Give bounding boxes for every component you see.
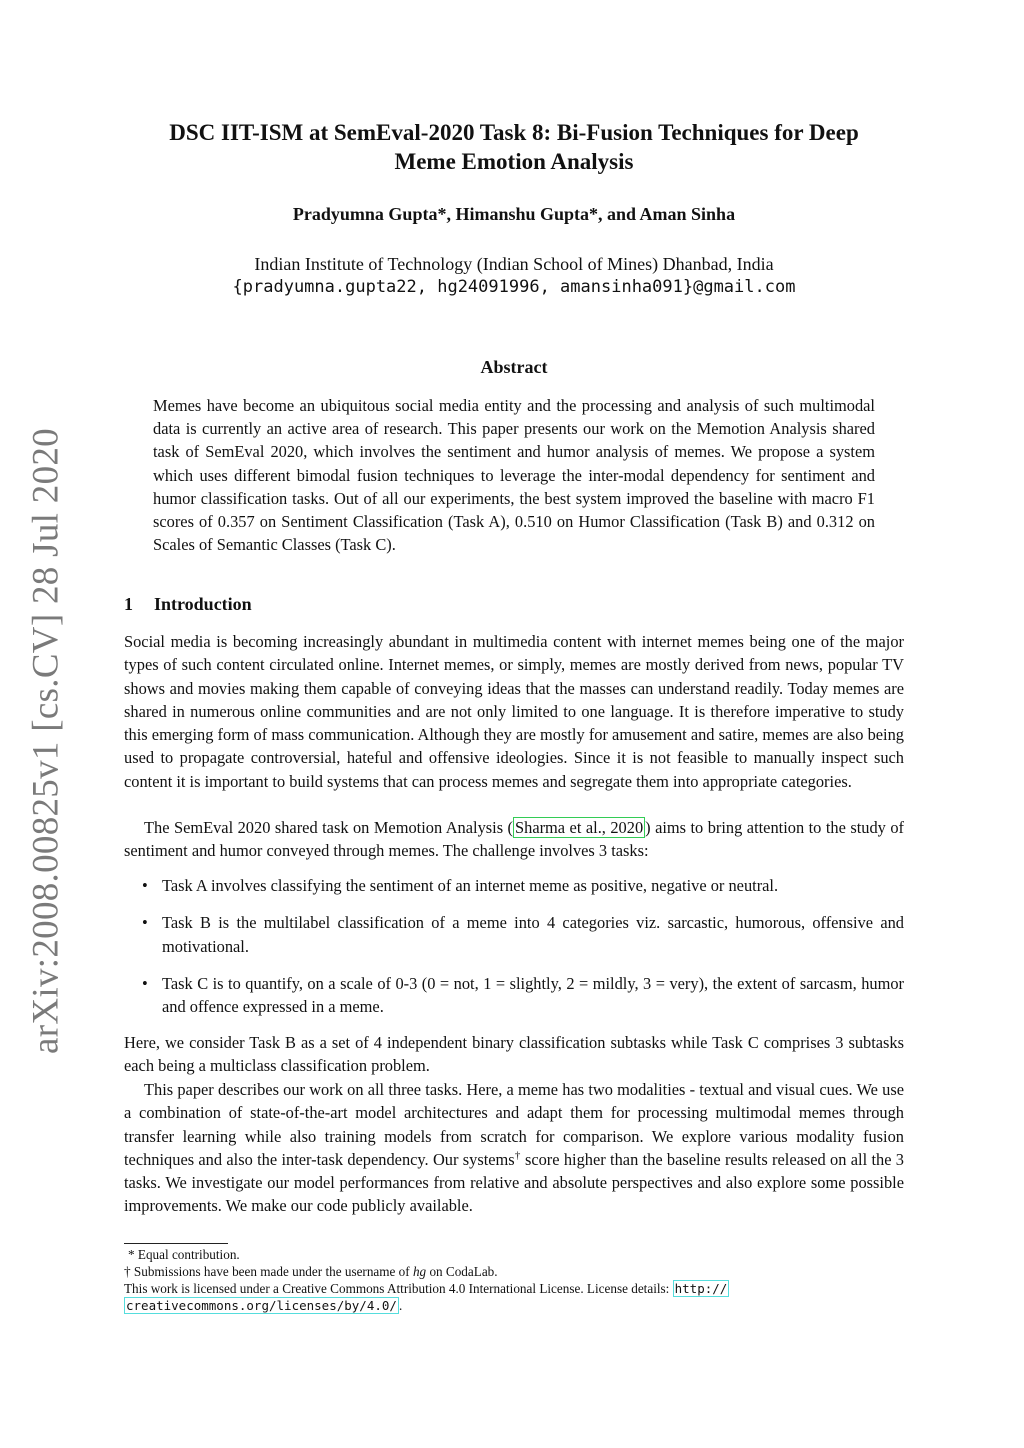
authors: Pradyumna Gupta*, Himanshu Gupta*, and Aman Sinha (292, 204, 736, 224)
license-end: . (398, 1297, 403, 1313)
list-item-text: Task B is the multilabel classification of a meme into 4 categories viz. sarcastic, humorous, offensive and motivational. (162, 913, 904, 956)
bullet-icon: • (142, 876, 148, 895)
list-item-text: Task A involves classifying the sentiment of an internet meme as positive, negative or neutral. (162, 876, 779, 895)
section-heading (124, 594, 252, 615)
footnote-marker: † (514, 1149, 521, 1162)
footnote2-text-before: † Submissions have been made under the username of (124, 1264, 413, 1279)
license-url-part-1[interactable]: http:// (674, 1281, 728, 1296)
intro-paragraph-4 (124, 1078, 904, 1218)
footnote-license (124, 1281, 904, 1314)
section-title: Introduction (154, 594, 252, 614)
para4-text-before: This paper describes our work on all three tasks. Here, a meme has two modalities - textual and visual cues. We use a combination of state-of-the-art model architectures and adapt them for processing multimodal memes through transfer learning while also training models from scratch for comparison. We explore various modality fusion techniques and also the inter-task dependency. Our systems (124, 1080, 904, 1169)
title-line-2: Meme Emotion Analysis (394, 149, 634, 174)
arxiv-stamp: arXiv:2008.00825v1 [cs.CV] 28 Jul 2020 (25, 428, 67, 1054)
citation-link[interactable]: Sharma et al., 2020 (515, 818, 644, 837)
footnote-equal-contribution: * Equal contribution. (128, 1247, 240, 1262)
para4-text-after: score higher than the baseline results released on all the 3 tasks. We investigate our model performances from relative and absolute perspectives and also explore some possible improvements. We make our code publicly available. (124, 1149, 905, 1216)
list-item-text: Task C is to quantify, on a scale of 0-3 (0 = not, 1 = slightly, 2 = mildly, 3 = very), the extent of sarcasm, humor and offence expressed in a meme. (162, 973, 904, 1017)
intro-paragraph-2 (124, 816, 904, 863)
para2-text-after: ) aims to bring attention to the study of sentiment and humor conveyed through memes. The challenge involves 3 tasks: (124, 818, 904, 861)
intro-paragraph-1: Social media is becoming increasingly abundant in multimedia content with internet memes being one of the major types of such content circulated online. Internet memes, or simply, memes are mostly derived from news, popular TV shows and movies making them capable of conveying ideas that the masses can understand readily. Today memes are shared in numerous online communities and are not only limited to one language. It is therefore imperative to study this emerging form of mass communication. Although they are mostly for amusement and satire, memes are also being used to propagate controversial, hateful and offensive ideologies. Since it is not feasible to manually inspect such content it is important to build systems that can process memes and segregate them into appropriate categories. (124, 632, 904, 791)
license-text: This work is licensed under a Creative Commons Attribution 4.0 International License. License details: (124, 1281, 673, 1296)
section-number: 1 (124, 594, 133, 614)
license-url-part-2[interactable]: creativecommons.org/licenses/by/4.0/ (126, 1297, 397, 1313)
task-list (124, 874, 904, 1032)
abstract-text: Memes have become an ubiquitous social media entity and the processing and analysis of such multimodal data is currently an active area of research. This paper presents our work on the Memotion Analysis shared task of SemEval 2020, which involves the sentiment and humor analysis of memes. We propose a system which uses different bimodal fusion techniques to leverage the inter-modal dependency for sentiment and humor classification tasks. Out of all our experiments, the best system improved the baseline with macro F1 scores of 0.357 on Sentiment Classification (Task A), 0.510 on Humor Classification (Task B) and 0.312 on Scales of Semantic Classes (Task C). (153, 396, 875, 555)
paper-title (124, 118, 904, 176)
footnote2-text-after: on CodaLab. (426, 1264, 498, 1279)
bullet-icon: • (142, 913, 148, 933)
para2-text-before: The SemEval 2020 shared task on Memotion Analysis ( (144, 818, 514, 837)
footnote-divider (124, 1243, 228, 1244)
list-item (124, 911, 904, 958)
bullet-icon: • (142, 973, 148, 993)
intro-paragraph-3: Here, we consider Task B as a set of 4 independent binary classification subtasks while Task C comprises 3 subtasks each being a multiclass classification problem. (124, 1033, 904, 1076)
abstract-heading: Abstract (480, 357, 548, 377)
title-line-1: DSC IIT-ISM at SemEval-2020 Task 8: Bi-Fusion Techniques for Deep (169, 120, 859, 145)
list-item (124, 972, 904, 1019)
footnote2-username: hg (412, 1264, 427, 1279)
footnote-submissions (124, 1264, 904, 1281)
emails: {pradyumna.gupta22, hg24091996, amansinha091}@gmail.com (232, 277, 796, 297)
affiliation: Indian Institute of Technology (Indian School of Mines) Dhanbad, India (254, 254, 774, 274)
list-item (124, 874, 904, 897)
